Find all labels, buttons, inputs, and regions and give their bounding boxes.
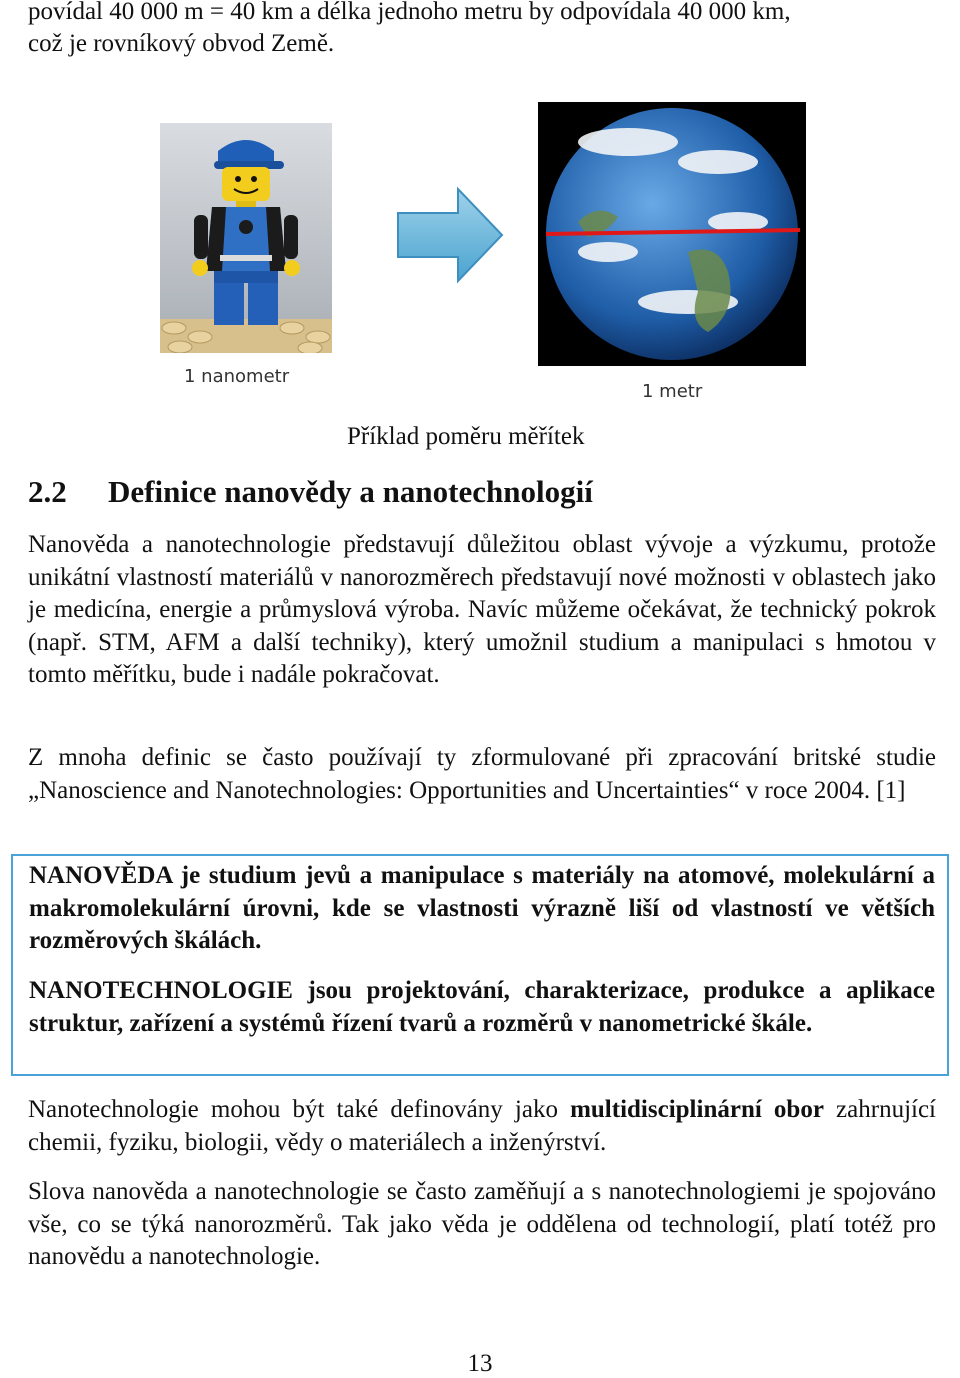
paragraph-multidisciplinary — [28, 1094, 936, 1159]
definition-nanoveda: NANOVĚDA je studium jevů a manipulace s materiály na atomové, molekulární a makromolekulární úrovni, kde se vlastnosti výrazně liší od vlastností ve větších rozměrových škálách. — [29, 862, 935, 954]
page-number: 13 — [467, 1350, 493, 1377]
intro-line-2: což je rovníkový obvod Země. — [28, 30, 335, 57]
label-1-metr: 1 metr — [642, 381, 703, 402]
paragraph-multidisciplinary-start: Nanotechnologie mohou být také definovány jako — [28, 1096, 571, 1123]
definition-nanotechnologie: NANOTECHNOLOGIE jsou projektování, charakterizace, produkce a aplikace struktur, zařízení a systémů řízení tvarů a rozměrů v nanometrické škále. — [29, 977, 935, 1037]
paragraph-science-vs-technology: Slova nanověda a nanotechnologie se často zaměňují a s nanotechnologiemi je spojováno vše, co se týká nanorozměrů. Tak jako věda je oddělena od technologií, platí totéž pro nanovědu a nanotechnologie. — [28, 1178, 936, 1270]
arrow-right-icon — [396, 185, 506, 285]
section-heading — [28, 472, 593, 512]
figure-caption: Příklad poměru měřítek — [347, 423, 585, 450]
definition-box — [11, 854, 949, 1076]
section-title: Definice nanovědy a nanotechnologií — [108, 474, 593, 509]
paragraph-multidisciplinary-end: zahrnující chemii, fyziku, biologii, vědy o materiálech a inženýrství. — [28, 1096, 936, 1156]
lego-minifigure-image — [160, 123, 332, 353]
label-1-nanometr: 1 nanometr — [184, 366, 290, 387]
paragraph-definitions-source: Z mnoha definic se často používají ty zformulované při zpracování britské studie „Nanoscience and Nanotechnologies: Opportunities and Uncertainties“ v roce 2004. [1] — [28, 744, 936, 804]
paragraph-intro: Nanověda a nanotechnologie představují důležitou oblast vývoje a výzkumu, protože unikátní vlastností materiálů v nanorozměrech představují nové možnosti v oblastech jako je medicína, energie a průmyslová výroba. Navíc můžeme očekávat, že technický pokrok (např. STM, AFM a další techniky), který umožnil studium a manipulaci s hmotou v tomto měřítku, bude i nadále pokračovat. — [28, 531, 936, 688]
intro-line-1: povídal 40 000 m = 40 km a délka jednoho metru by odpovídala 40 000 km, — [28, 0, 791, 25]
earth-globe-image — [538, 102, 806, 366]
multidisciplinary-emphasis: multidisciplinární obor — [570, 1096, 824, 1123]
section-number: 2.2 — [28, 474, 67, 509]
